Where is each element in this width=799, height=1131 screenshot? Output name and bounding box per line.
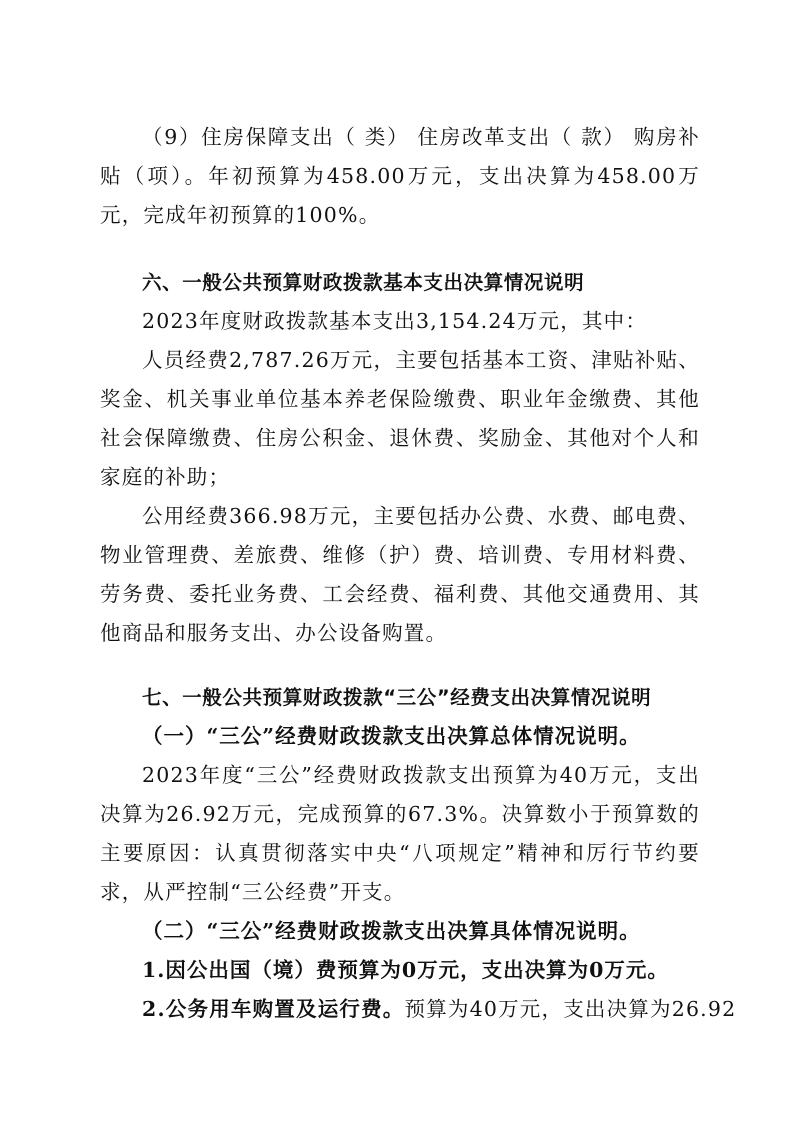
subheading-overall: （一）“三公”经费财政拨款支出决算总体情况说明。	[142, 724, 641, 748]
section-heading-three-public: 七、一般公共预算财政拨款“三公”经费支出决算情况说明	[142, 686, 652, 709]
vehicle-expenses-rest: 预算为40万元，支出决算为26.92	[404, 997, 737, 1021]
paragraph-vehicle-expenses	[100, 990, 737, 1029]
subheading-specific: （二）“三公”经费财政拨款支出决算具体情况说明。	[142, 919, 641, 943]
spacer	[100, 653, 700, 678]
paragraph-housing-subsidy: （9）住房保障支出（ 类） 住房改革支出（ 款） 购房补贴（项）。年初预算为458.00万元，支出决算为458.00万元，完成年初预算的100%。	[100, 125, 700, 227]
paragraph-personnel-expenses: 人员经费2,787.26万元，主要包括基本工资、津贴补贴、奖金、机关事业单位基本养老保险缴费、职业年金缴费、其他社会保障缴费、住房公积金、退休费、奖励金、其他对个人和家庭的补助；	[100, 348, 700, 489]
paragraph-public-expenses: 公用经费366.98万元，主要包括办公费、水费、邮电费、物业管理费、差旅费、维修（护）费、培训费、专用材料费、劳务费、委托业务费、工会经费、福利费、其他交通费用、其他商品和服务支出、办公设备购置。	[100, 504, 700, 645]
spacer	[100, 235, 700, 263]
paragraph-overall-three-public: 2023年度“三公”经费财政拨款支出预算为40万元，支出决算为26.92万元，完成预算的67.3%。决算数小于预算数的主要原因：认真贯彻落实中央“八项规定”精神和厉行节约要求，从严控制“三公经费”开支。	[100, 763, 700, 904]
document-body	[100, 118, 737, 1029]
paragraph-abroad-expenses: 1.因公出国（境）费预算为0万元，支出决算为0万元。	[142, 958, 669, 982]
section-heading-basic-expenditure: 六、一般公共预算财政拨款基本支出决算情况说明	[142, 271, 585, 294]
paragraph-basic-total: 2023年度财政拨款基本支出3,154.24万元，其中：	[142, 309, 648, 333]
vehicle-expenses-lead: 2.公务用车购置及运行费。	[142, 997, 405, 1021]
